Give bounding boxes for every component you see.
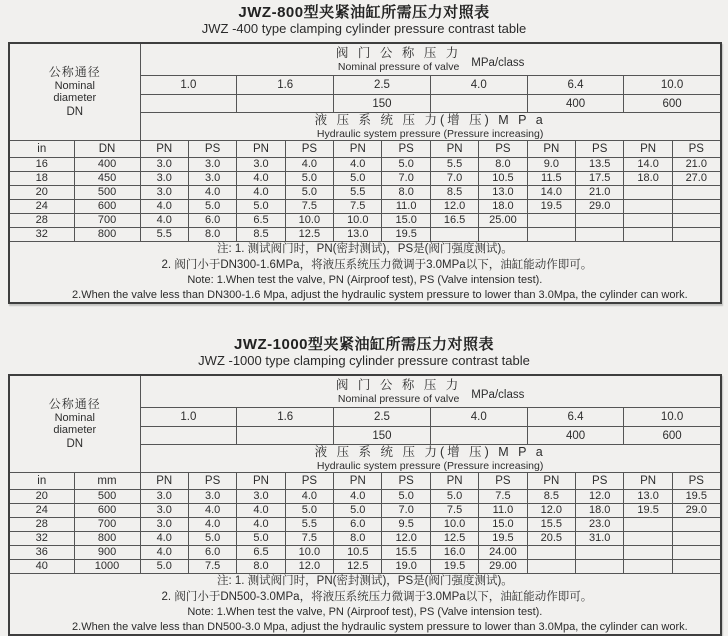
pressure-value-cell: 10.0: [285, 214, 333, 228]
size-dn-cell: 1000: [74, 560, 140, 574]
table2-title-en: JWZ -1000 type clamping cylinder pressure contrast table: [198, 353, 530, 369]
pressure-value-cell: [672, 518, 720, 532]
pressure-value-cell: 3.0: [140, 504, 188, 518]
pressure-value-cell: [576, 214, 624, 228]
pressure-value-cell: 4.0: [237, 172, 285, 186]
hydraulic-pressure-header: [140, 113, 721, 141]
table-row: [9, 214, 721, 228]
size-in-cell: 32: [9, 532, 74, 546]
size-in-cell: 24: [9, 504, 74, 518]
pressure-value-cell: 3.0: [188, 158, 236, 172]
pressure-value-cell: 11.0: [479, 504, 527, 518]
pressure-value-cell: 4.0: [237, 504, 285, 518]
pressure-value-cell: 3.0: [237, 158, 285, 172]
corner-label-en2: diameter: [53, 424, 97, 437]
pressure-value-cell: 5.0: [188, 200, 236, 214]
mpa-value: 6.4: [527, 76, 624, 95]
table1-data-body: [9, 158, 721, 242]
pressure-value-cell: 4.0: [237, 518, 285, 532]
pressure-value-cell: 15.0: [382, 214, 430, 228]
col-header-pn: PN: [140, 473, 188, 490]
pressure-value-cell: 8.5: [527, 490, 575, 504]
table-row: [9, 200, 721, 214]
pressure-value-cell: 11.5: [527, 172, 575, 186]
pressure-value-cell: 4.0: [140, 200, 188, 214]
pressure-value-cell: 6.5: [237, 546, 285, 560]
hydraulic-label-en: Hydraulic system pressure (Pressure increasing): [316, 128, 544, 141]
valve-pressure-unit: MPa/class: [471, 56, 525, 69]
col-header-pn: PN: [334, 473, 382, 490]
pressure-value-cell: [479, 228, 527, 242]
note-zh-2: 2. 阀门小于DN300-1.6MPa，将液压系统压力微调于3.0MPa以下，油缸能动作即可。: [161, 258, 593, 271]
table-row: [9, 546, 721, 560]
pressure-value-cell: [672, 532, 720, 546]
pressure-value-cell: 13.5: [576, 158, 624, 172]
pressure-value-cell: 5.0: [382, 490, 430, 504]
pressure-value-cell: 12.0: [285, 560, 333, 574]
pressure-value-cell: [624, 228, 672, 242]
pressure-value-cell: [576, 228, 624, 242]
pressure-value-cell: 8.0: [188, 228, 236, 242]
pressure-value-cell: [672, 546, 720, 560]
note-en-2: 2.When the valve less than DN500-3.0 Mpa, adjust the hydraulic system pressure to lower than 3.0Mpa, the cylinder can work.: [72, 620, 688, 633]
pressure-value-cell: 12.0: [382, 532, 430, 546]
col-header-mm: mm: [74, 473, 140, 490]
pressure-value-cell: 3.0: [140, 186, 188, 200]
pressure-value-cell: 18.0: [479, 200, 527, 214]
corner-label-zh: 公称通径: [48, 396, 101, 411]
pressure-value-cell: 19.5: [527, 200, 575, 214]
pressure-value-cell: 5.5: [285, 518, 333, 532]
pressure-value-cell: 5.0: [188, 532, 236, 546]
pressure-value-cell: 19.5: [430, 560, 478, 574]
col-header-pn: PN: [334, 141, 382, 158]
pressure-value-cell: 7.0: [382, 504, 430, 518]
valve-pressure-label-zh: 阀 门 公 称 压 力: [335, 378, 462, 393]
pressure-value-cell: 15.0: [479, 518, 527, 532]
pressure-value-cell: 21.0: [576, 186, 624, 200]
pressure-value-cell: 3.0: [140, 158, 188, 172]
table-row: [9, 532, 721, 546]
pressure-value-cell: [624, 214, 672, 228]
pressure-value-cell: 16.0: [430, 546, 478, 560]
pressure-value-cell: [527, 546, 575, 560]
pressure-value-cell: 9.5: [382, 518, 430, 532]
pressure-value-cell: 5.0: [382, 158, 430, 172]
jwz800-table-section: [8, 4, 720, 304]
pressure-value-cell: 3.0: [188, 490, 236, 504]
pressure-value-cell: 7.5: [188, 560, 236, 574]
pressure-value-cell: [624, 560, 672, 574]
pressure-value-cell: 8.0: [334, 532, 382, 546]
pressure-value-cell: 8.0: [382, 186, 430, 200]
pressure-value-cell: 10.5: [334, 546, 382, 560]
pressure-value-cell: 8.5: [237, 228, 285, 242]
pressure-value-cell: [624, 546, 672, 560]
corner-label-abbr: DN: [66, 105, 84, 118]
mpa-value: 6.4: [527, 408, 624, 427]
table1-title-en: JWZ -400 type clamping cylinder pressure contrast table: [201, 21, 527, 37]
size-dn-cell: 800: [74, 532, 140, 546]
col-header-pn: PN: [430, 473, 478, 490]
hydraulic-label-zh: 液 压 系 统 压 力(增 压) M P a: [314, 113, 546, 128]
pressure-value-cell: 10.0: [430, 518, 478, 532]
col-header-ps: PS: [672, 473, 720, 490]
class-value: [140, 95, 237, 113]
pressure-value-cell: 12.5: [430, 532, 478, 546]
size-in-cell: 16: [9, 158, 74, 172]
pressure-value-cell: 20.5: [527, 532, 575, 546]
valve-pressure-label-zh: 阀 门 公 称 压 力: [335, 46, 462, 61]
pressure-value-cell: 18.0: [576, 504, 624, 518]
pressure-value-cell: [430, 228, 478, 242]
note-en-1: Note: 1.When test the valve, PN (Airproof test), PS (Valve intension test).: [187, 274, 543, 287]
col-header-ps: PS: [576, 141, 624, 158]
column-header-row: [9, 141, 721, 158]
pressure-value-cell: 15.5: [527, 518, 575, 532]
corner-label-en2: diameter: [53, 92, 97, 105]
pressure-value-cell: 5.0: [334, 504, 382, 518]
pressure-value-cell: 4.0: [334, 490, 382, 504]
pressure-value-cell: [624, 518, 672, 532]
pressure-value-cell: 10.0: [334, 214, 382, 228]
pressure-value-cell: 6.0: [334, 518, 382, 532]
valve-pressure-header: [140, 375, 721, 408]
pressure-value-cell: 12.5: [285, 228, 333, 242]
col-header-ps: PS: [672, 141, 720, 158]
pressure-value-cell: 4.0: [188, 186, 236, 200]
pressure-value-cell: 5.5: [430, 158, 478, 172]
pressure-value-cell: 4.0: [140, 214, 188, 228]
size-in-cell: 20: [9, 186, 74, 200]
jwz800-pressure-table: [8, 42, 722, 304]
size-in-cell: 20: [9, 490, 74, 504]
col-header-pn: PN: [430, 141, 478, 158]
pressure-value-cell: 4.0: [334, 158, 382, 172]
pressure-value-cell: 19.5: [479, 532, 527, 546]
size-dn-cell: 700: [74, 518, 140, 532]
col-header-pn: PN: [237, 473, 285, 490]
col-header-pn: PN: [527, 473, 575, 490]
pressure-value-cell: 15.5: [382, 546, 430, 560]
valve-pressure-header: [140, 43, 721, 76]
class-value: 400: [527, 95, 624, 113]
col-header-in: in: [9, 473, 74, 490]
note-zh-1: 注: 1. 测试阀门时，PN(密封测试)，PS是(阀门强度测试)。: [216, 243, 513, 256]
notes-cell: [9, 242, 721, 303]
pressure-value-cell: 8.0: [237, 560, 285, 574]
nominal-diameter-header: [9, 43, 140, 141]
pressure-value-cell: 12.5: [334, 560, 382, 574]
class-value: 150: [334, 427, 431, 445]
corner-label-zh: 公称通径: [48, 64, 101, 79]
pressure-value-cell: 13.0: [479, 186, 527, 200]
pressure-value-cell: 5.0: [237, 532, 285, 546]
size-dn-cell: 900: [74, 546, 140, 560]
pressure-value-cell: 3.0: [188, 172, 236, 186]
col-header-pn: PN: [237, 141, 285, 158]
pressure-value-cell: [672, 228, 720, 242]
class-value: [237, 427, 334, 445]
mpa-value: 2.5: [334, 76, 431, 95]
pressure-value-cell: 19.0: [382, 560, 430, 574]
pressure-value-cell: 13.0: [334, 228, 382, 242]
pressure-value-cell: [624, 186, 672, 200]
pressure-value-cell: 14.0: [624, 158, 672, 172]
mpa-value: 1.6: [237, 76, 334, 95]
pressure-value-cell: 10.0: [285, 546, 333, 560]
pressure-value-cell: 5.0: [285, 172, 333, 186]
corner-label-en1: Nominal: [54, 411, 95, 424]
pressure-value-cell: 12.0: [576, 490, 624, 504]
nominal-diameter-header: [9, 375, 140, 473]
col-header-in: in: [9, 141, 74, 158]
pressure-value-cell: 7.5: [430, 504, 478, 518]
hydraulic-pressure-header: [140, 445, 721, 473]
corner-label-en1: Nominal: [54, 79, 95, 92]
pressure-value-cell: 27.0: [672, 172, 720, 186]
mpa-value: 2.5: [334, 408, 431, 427]
col-header-ps: PS: [479, 473, 527, 490]
size-in-cell: 36: [9, 546, 74, 560]
pressure-value-cell: 19.5: [672, 490, 720, 504]
pressure-value-cell: 5.0: [285, 504, 333, 518]
pressure-value-cell: 16.5: [430, 214, 478, 228]
pressure-value-cell: 4.0: [140, 532, 188, 546]
pressure-value-cell: 19.5: [382, 228, 430, 242]
col-header-pn: PN: [527, 141, 575, 158]
pressure-value-cell: 7.5: [285, 200, 333, 214]
pressure-value-cell: 8.5: [430, 186, 478, 200]
col-header-pn: PN: [624, 141, 672, 158]
mpa-value: 1.0: [140, 408, 237, 427]
class-value: [430, 427, 527, 445]
valve-pressure-label-en: Nominal pressure of valve: [337, 393, 460, 406]
pressure-value-cell: 7.5: [334, 200, 382, 214]
pressure-value-cell: 7.5: [479, 490, 527, 504]
table1-header: [9, 43, 721, 158]
jwz1000-table-section: [8, 336, 720, 636]
pressure-value-cell: 3.0: [140, 490, 188, 504]
mpa-value: 10.0: [624, 408, 721, 427]
pressure-value-cell: 4.0: [188, 504, 236, 518]
valve-pressure-label-en: Nominal pressure of valve: [337, 61, 460, 74]
pressure-value-cell: 19.5: [624, 504, 672, 518]
size-in-cell: 28: [9, 214, 74, 228]
pressure-value-cell: 29.0: [576, 200, 624, 214]
pressure-value-cell: 10.5: [479, 172, 527, 186]
pressure-value-cell: 3.0: [140, 172, 188, 186]
pressure-value-cell: 4.0: [140, 546, 188, 560]
pressure-value-cell: 8.0: [479, 158, 527, 172]
class-value: [237, 95, 334, 113]
pressure-value-cell: 5.5: [334, 186, 382, 200]
note-en-1: Note: 1.When test the valve, PN (Airproof test), PS (Valve intension test).: [187, 606, 543, 619]
pressure-value-cell: 29.00: [479, 560, 527, 574]
size-dn-cell: 500: [74, 490, 140, 504]
pressure-value-cell: [672, 560, 720, 574]
pressure-value-cell: 3.0: [237, 490, 285, 504]
size-dn-cell: 500: [74, 186, 140, 200]
pressure-value-cell: 12.0: [527, 504, 575, 518]
table-row: [9, 228, 721, 242]
col-header-ps: PS: [382, 473, 430, 490]
pressure-value-cell: 12.0: [430, 200, 478, 214]
pressure-value-cell: 24.00: [479, 546, 527, 560]
pressure-value-cell: 5.0: [237, 200, 285, 214]
table-row: [9, 560, 721, 574]
pressure-value-cell: 11.0: [382, 200, 430, 214]
pressure-value-cell: 23.0: [576, 518, 624, 532]
size-in-cell: 40: [9, 560, 74, 574]
pressure-value-cell: [672, 200, 720, 214]
pressure-value-cell: 29.0: [672, 504, 720, 518]
table-row: [9, 158, 721, 172]
size-in-cell: 24: [9, 200, 74, 214]
notes-cell: [9, 574, 721, 635]
size-in-cell: 18: [9, 172, 74, 186]
pressure-value-cell: 9.0: [527, 158, 575, 172]
pressure-value-cell: [527, 560, 575, 574]
class-value: 150: [334, 95, 431, 113]
mpa-value: 4.0: [430, 408, 527, 427]
size-dn-cell: 400: [74, 158, 140, 172]
pressure-value-cell: 4.0: [188, 518, 236, 532]
pressure-value-cell: [576, 546, 624, 560]
hydraulic-label-en: Hydraulic system pressure (Pressure increasing): [316, 460, 544, 473]
pressure-value-cell: [672, 214, 720, 228]
pressure-value-cell: 5.5: [140, 228, 188, 242]
table2-header: [9, 375, 721, 490]
col-header-dn: DN: [74, 141, 140, 158]
note-en-2: 2.When the valve less than DN300-1.6 Mpa, adjust the hydraulic system pressure to lower than 3.0Mpa, the cylinder can work.: [72, 288, 688, 301]
class-value: [140, 427, 237, 445]
pressure-value-cell: 6.0: [188, 546, 236, 560]
col-header-ps: PS: [188, 473, 236, 490]
pressure-value-cell: 13.0: [624, 490, 672, 504]
size-dn-cell: 600: [74, 504, 140, 518]
pressure-value-cell: [527, 228, 575, 242]
pressure-value-cell: 31.0: [576, 532, 624, 546]
pressure-value-cell: 3.0: [140, 518, 188, 532]
class-value: 400: [527, 427, 624, 445]
table-row: [9, 504, 721, 518]
pressure-value-cell: [672, 186, 720, 200]
pressure-value-cell: 4.0: [237, 186, 285, 200]
table2-notes: [9, 574, 721, 635]
table-row: [9, 186, 721, 200]
col-header-ps: PS: [382, 141, 430, 158]
mpa-value: 10.0: [624, 76, 721, 95]
pressure-value-cell: 5.0: [430, 490, 478, 504]
pressure-value-cell: 18.0: [624, 172, 672, 186]
pressure-value-cell: 21.0: [672, 158, 720, 172]
jwz1000-pressure-table: [8, 374, 722, 636]
valve-pressure-unit: MPa/class: [471, 388, 525, 401]
note-zh-2: 2. 阀门小于DN500-3.0MPa，将液压系统压力微调于3.0MPa以下，油缸能动作即可。: [161, 590, 593, 603]
mpa-value: 1.0: [140, 76, 237, 95]
pressure-value-cell: 4.0: [285, 158, 333, 172]
col-header-ps: PS: [479, 141, 527, 158]
table1-notes: [9, 242, 721, 303]
table-row: [9, 518, 721, 532]
pressure-value-cell: 6.0: [188, 214, 236, 228]
pressure-value-cell: [576, 560, 624, 574]
size-dn-cell: 800: [74, 228, 140, 242]
pressure-value-cell: 5.0: [140, 560, 188, 574]
table-row: [9, 490, 721, 504]
pressure-value-cell: 7.0: [430, 172, 478, 186]
class-value: 600: [624, 427, 721, 445]
pressure-value-cell: 4.0: [285, 490, 333, 504]
col-header-ps: PS: [285, 141, 333, 158]
size-in-cell: 28: [9, 518, 74, 532]
table2-data-body: [9, 490, 721, 574]
pressure-value-cell: 5.0: [285, 186, 333, 200]
class-value: [430, 95, 527, 113]
mpa-value: 1.6: [237, 408, 334, 427]
mpa-value: 4.0: [430, 76, 527, 95]
size-dn-cell: 450: [74, 172, 140, 186]
hydraulic-label-zh: 液 压 系 统 压 力(增 压) M P a: [314, 445, 546, 460]
column-header-row: [9, 473, 721, 490]
pressure-value-cell: [624, 200, 672, 214]
pressure-value-cell: 5.0: [334, 172, 382, 186]
pressure-value-cell: [624, 532, 672, 546]
pressure-value-cell: 7.0: [382, 172, 430, 186]
table-row: [9, 172, 721, 186]
note-zh-1: 注: 1. 测试阀门时，PN(密封测试)，PS是(阀门强度测试)。: [216, 575, 513, 588]
corner-label-abbr: DN: [66, 437, 84, 450]
class-value: 600: [624, 95, 721, 113]
size-dn-cell: 600: [74, 200, 140, 214]
col-header-ps: PS: [576, 473, 624, 490]
col-header-pn: PN: [140, 141, 188, 158]
pressure-value-cell: 6.5: [237, 214, 285, 228]
col-header-ps: PS: [188, 141, 236, 158]
col-header-ps: PS: [285, 473, 333, 490]
pressure-value-cell: 25.00: [479, 214, 527, 228]
table1-title-zh: JWZ-800型夹紧油缸所需压力对照表: [238, 4, 490, 21]
pressure-value-cell: 7.5: [285, 532, 333, 546]
pressure-value-cell: 14.0: [527, 186, 575, 200]
pressure-value-cell: 17.5: [576, 172, 624, 186]
size-in-cell: 32: [9, 228, 74, 242]
col-header-pn: PN: [624, 473, 672, 490]
table2-title-zh: JWZ-1000型夹紧油缸所需压力对照表: [233, 336, 495, 354]
pressure-value-cell: [527, 214, 575, 228]
size-dn-cell: 700: [74, 214, 140, 228]
